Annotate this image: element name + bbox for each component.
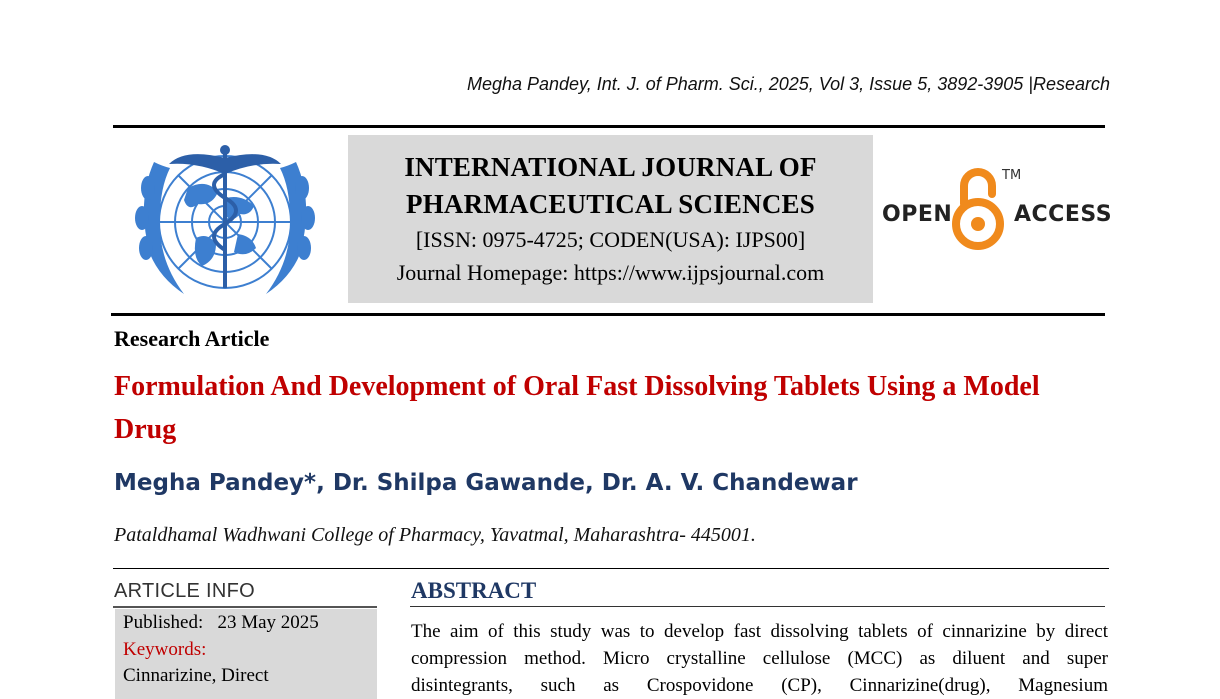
- abstract-body: [411, 618, 1108, 699]
- header-rule-top: [113, 125, 1105, 128]
- journal-issn: [ISSN: 0975-4725; CODEN(USA): IJPS00]: [415, 227, 806, 252]
- trademark-symbol: TM: [1002, 168, 1022, 183]
- article-info-heading: ARTICLE INFO: [114, 580, 256, 602]
- journal-title-box: [348, 135, 873, 303]
- article-info-box: [115, 609, 377, 699]
- open-access-access-word: ACCESS: [1014, 202, 1113, 227]
- affiliation: Pataldhamal Wadhwani College of Pharmacy, Yavatmal, Maharashtra- 445001.: [114, 524, 756, 546]
- open-access-open-word: OPEN: [882, 202, 953, 227]
- keywords-label: Keywords:: [123, 639, 207, 660]
- published-date: 23 May 2025: [217, 612, 319, 633]
- abstract-rule: [410, 606, 1105, 607]
- abstract-line: The aim of this study was to develop fast dissolving tablets of cinnarizine by direct: [411, 621, 1108, 642]
- article-type: Research Article: [114, 326, 270, 351]
- abstract-line: compression method. Micro crystalline cellulose (MCC) as diluent and super: [411, 648, 1108, 669]
- abstract-line: disintegrants, such as Crospovidone (CP), Cinnarizine(drug), Magnesium: [411, 675, 1108, 696]
- journal-title-line1: INTERNATIONAL JOURNAL OF: [404, 152, 817, 182]
- published-label: Published:: [123, 612, 204, 633]
- published-row: [123, 612, 319, 634]
- section-divider: [113, 568, 1109, 569]
- open-access-badge: [880, 160, 1113, 255]
- paper-title: Formulation And Development of Oral Fast Dissolving Tablets Using a Model Drug: [114, 371, 1040, 445]
- journal-homepage: Journal Homepage: https://www.ijpsjournal.com: [396, 260, 825, 285]
- article-info-rule: [113, 606, 377, 608]
- abstract-heading: ABSTRACT: [411, 578, 537, 603]
- running-head: Megha Pandey, Int. J. of Pharm. Sci., 2025, Vol 3, Issue 5, 3892-3905 |Research: [466, 74, 1110, 94]
- un-emblem-logo-icon: [126, 138, 324, 306]
- journal-title-line2: PHARMACEUTICAL SCIENCES: [406, 189, 815, 219]
- author-list: Megha Pandey*, Dr. Shilpa Gawande, Dr. A. V. Chandewar: [114, 470, 858, 496]
- header-rule-bottom: [111, 313, 1105, 316]
- keywords-value: Cinnarizine, Direct: [123, 665, 269, 686]
